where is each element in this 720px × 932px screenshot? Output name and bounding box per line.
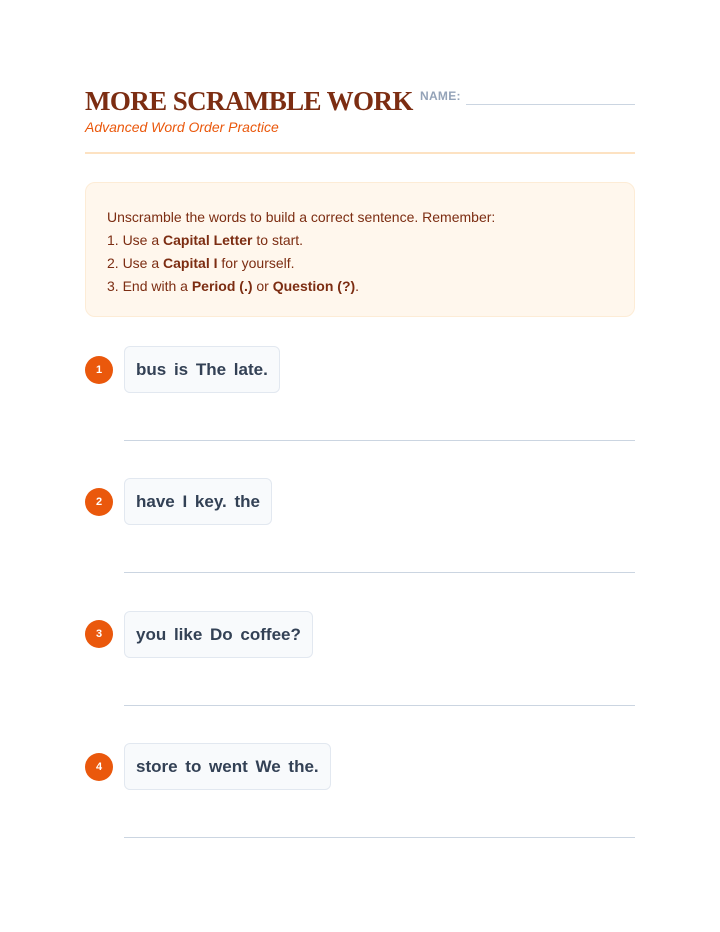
answer-write-line[interactable] [124,837,635,838]
rule-emphasis: Question (?) [272,278,356,294]
scrambled-words: store to went We the. [124,743,331,790]
scrambled-words: you like Do coffee? [124,611,313,658]
instruction-rule-2 [107,252,613,275]
worksheet-title: MORE SCRAMBLE WORK [85,86,413,116]
rule-text: for yourself. [217,255,295,271]
item-number-badge: 3 [85,620,113,648]
rule-text: 2. Use a [107,255,164,271]
item-number-badge: 2 [85,488,113,516]
name-write-line [466,104,635,105]
rule-emphasis: Capital I [163,255,218,271]
header-divider [85,152,635,154]
scramble-item-1 [85,346,635,446]
scrambled-words: bus is The late. [124,346,280,393]
item-number-badge: 1 [85,356,113,384]
scramble-item-3 [85,611,635,711]
answer-write-line[interactable] [124,440,635,441]
worksheet-page [85,0,635,932]
rule-text: 1. Use a [107,232,164,248]
instruction-rule-1 [107,229,613,252]
rule-text: or [252,278,273,294]
scramble-item-4 [85,743,635,843]
instruction-rule-3 [107,275,613,298]
answer-write-line[interactable] [124,705,635,706]
answer-write-line[interactable] [124,572,635,573]
rule-text: . [355,278,360,294]
scrambled-words: have I key. the [124,478,272,525]
scramble-item-2 [85,478,635,578]
item-number-badge: 4 [85,753,113,781]
worksheet-header [85,84,635,154]
worksheet-subtitle: Advanced Word Order Practice [85,119,279,135]
rule-text: to start. [252,232,304,248]
rule-emphasis: Period (.) [191,278,253,294]
instructions-box [85,182,635,317]
rule-text: 3. End with a [107,278,192,294]
instructions-intro: Unscramble the words to build a correct sentence. Remember: [107,209,496,225]
name-label: NAME: [420,89,461,103]
rule-emphasis: Capital Letter [163,232,253,248]
